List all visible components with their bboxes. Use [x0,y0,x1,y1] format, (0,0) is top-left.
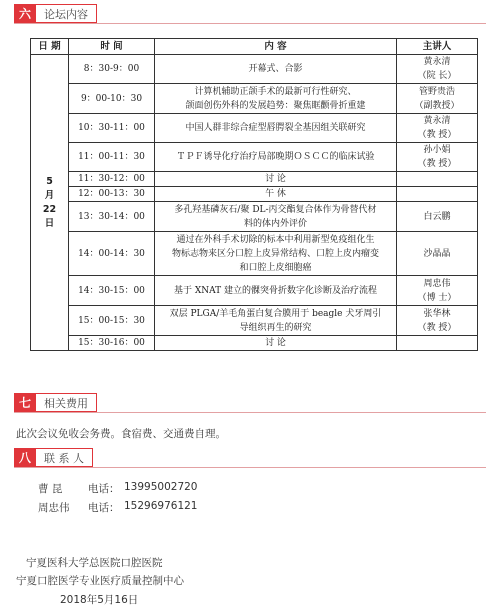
contact-row [38,481,198,496]
section-divider [14,412,486,413]
section-header-contacts [14,448,93,467]
contact-label: 电话： [88,483,120,495]
speaker-cell [397,276,478,306]
table-row [31,114,478,143]
time-cell: 12：00-13：30 [69,187,155,202]
speaker-line: （博 士） [417,292,457,303]
content-line: ＴＰＦ诱导化疗治疗局部晚期ＯＳＣＣ的临床试验 [176,152,375,162]
content-line: 午 休 [265,189,286,199]
fee-text: 此次会议免收会务费。食宿费、交通费自理。 [16,428,226,440]
content-line: 讨 论 [265,174,286,184]
content-line: 物标志物来区分口腔上皮异常结构、口腔上皮内瘤变 [171,248,379,259]
content-line: 颌面创伤外科的发展趋势：聚焦眶颧骨折重建 [185,100,366,111]
speaker-line: 黄永清 [423,116,451,126]
time-cell: 14：00-14：30 [69,232,155,276]
content-cell [155,306,397,336]
content-line: 中国人群非综合症型唇腭裂全基因组关联研究 [185,123,366,133]
date-part: 5 [46,175,53,187]
table-row [31,84,478,114]
date-part: 月 [44,189,55,201]
content-line: 基于 XNAT 建立的髁突骨折数字化诊断及治疗流程 [173,285,377,296]
table-header-row [31,39,478,55]
speaker-cell [397,232,478,276]
table-row [31,187,478,202]
time-cell: 13：30-14：00 [69,202,155,232]
section-title: 相关费用 [36,393,97,412]
speaker-line: （副教授） [414,100,460,111]
content-cell [155,114,397,143]
date-part: 22 [42,203,57,215]
speaker-line: （教 授） [417,159,457,169]
time-cell: 11：30-12：00 [69,172,155,187]
date-part: 日 [44,217,55,229]
header-speaker: 主讲人 [397,39,478,55]
speaker-line: 黄永清 [423,57,451,67]
content-cell [155,187,397,202]
content-cell [155,336,397,351]
content-line: 通过在外科手术切除的标本中利用新型免疫组化生 [176,234,375,245]
speaker-cell [397,202,478,232]
contact-phone: 15296976121 [124,500,198,512]
speaker-cell [397,336,478,351]
speaker-line: 管野贵浩 [418,86,455,97]
content-cell [155,172,397,187]
header-time: 时 间 [69,39,155,55]
content-cell [155,143,397,172]
speaker-line: （教 授） [417,322,457,333]
section-title: 论坛内容 [36,4,97,23]
table-row [31,276,478,306]
table-row [31,202,478,232]
time-cell: 14：30-15：00 [69,276,155,306]
section-number: 七 [14,393,36,412]
speaker-line: （院 长） [417,71,457,81]
table-row [31,55,478,84]
content-line: 双层 PLGA/羊毛角蛋白复合膜用于 beagle 犬牙周引 [169,308,382,319]
contact-row [38,500,198,515]
schedule-table [30,38,478,351]
time-cell: 10：30-11：00 [69,114,155,143]
speaker-cell [397,84,478,114]
section-divider [14,467,486,468]
content-cell [155,55,397,84]
contact-label: 电话： [88,502,120,514]
contact-name: 周忠伟 [38,502,70,514]
section-divider [14,23,486,24]
content-line: 导组织再生的研究 [239,322,312,333]
header-date: 日 期 [31,39,69,55]
time-cell: 15：30-16：00 [69,336,155,351]
content-line: 和口腔上皮细胞癌 [239,262,312,273]
table-row [31,306,478,336]
speaker-cell [397,172,478,187]
content-line: 多孔羟基磷灰石/聚 DL-丙交酯复合体作为骨替代材 [174,204,377,215]
section-number: 六 [14,4,36,23]
speaker-cell [397,55,478,84]
content-line: 开幕式、合影 [248,64,303,74]
section-number: 八 [14,448,36,467]
time-cell: 8：30-9：00 [69,55,155,84]
content-cell [155,84,397,114]
content-cell [155,202,397,232]
speaker-cell [397,187,478,202]
speaker-line: 张华林 [423,308,451,319]
time-cell: 15：00-15：30 [69,306,155,336]
section-header-fees [14,393,97,412]
signature-date: 2018年5月16日 [60,594,139,606]
table-row [31,172,478,187]
content-cell [155,232,397,276]
signature-org-center: 宁夏口腔医学专业医疗质量控制中心 [16,575,184,587]
contact-name: 曹 昆 [38,483,63,495]
date-cell [31,55,69,351]
time-cell: 11：00-11：30 [69,143,155,172]
speaker-line: 周忠伟 [423,278,451,289]
table-row [31,232,478,276]
content-line: 讨 论 [265,338,286,348]
header-content: 内 容 [155,39,397,55]
table-row [31,336,478,351]
content-line: 计算机辅助正颌手术的最新可行性研究、 [194,86,357,97]
speaker-line: 沙晶晶 [423,248,451,259]
speaker-cell [397,114,478,143]
signature-org-hospital: 宁夏医科大学总医院口腔医院 [26,557,163,569]
content-line: 料的体内外评价 [243,218,307,229]
speaker-cell [397,143,478,172]
section-header-forum-content [14,4,97,23]
table-row [31,143,478,172]
speaker-line: 白云鹏 [423,211,451,222]
speaker-line: 孙小娟 [423,145,451,155]
contact-phone: 13995002720 [124,481,198,493]
section-title: 联 系 人 [36,448,93,467]
time-cell: 9：00-10：30 [69,84,155,114]
speaker-line: （教 授） [417,130,457,140]
speaker-cell [397,306,478,336]
content-cell [155,276,397,306]
